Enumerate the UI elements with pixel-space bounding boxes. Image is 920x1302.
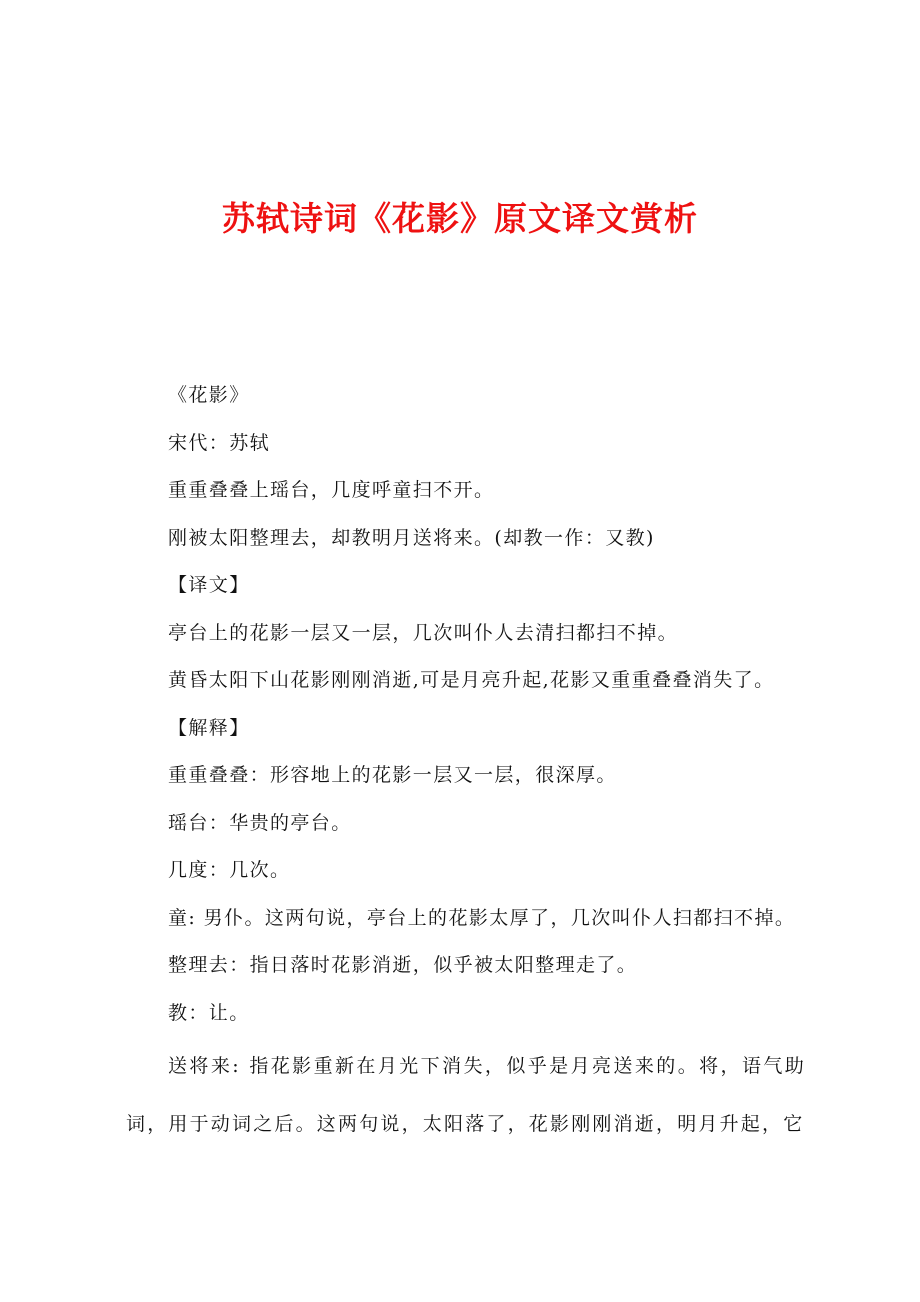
poem-line-2: 刚被太阳整理去，却教明月送将来。(却教一作：又教) [168,526,655,549]
note-jiao: 教：让。 [168,1001,250,1024]
poem-author: 宋代：苏轼 [168,431,271,454]
note-songjianglai: 送将来: 指花影重新在月光下消失，似乎是月亮送来的。将，语气助词，用于动词之后。这两句说，太阳落了，花影刚刚消逝，明月升起，它 [126,1055,806,1135]
translation-heading: 【译文】 [168,574,250,596]
note-chongchongdiedie: 重重叠叠：形容地上的花影一层又一层，很深厚。 [168,764,617,786]
poem-line-1: 重重叠叠上瑶台，几度呼童扫不开。 [168,479,495,501]
document-body [126,372,806,1153]
notes-heading: 【解释】 [168,716,250,739]
note-zhengliqu: 整理去：指日落时花影消逝，似乎被太阳整理走了。 [168,954,638,976]
document-title: 苏轼诗词《花影》原文译文赏析 [222,199,698,238]
poem-title: 《花影》 [168,384,250,406]
note-jidu: 几度：几次。 [168,859,291,881]
translation-line-2: 黄昏太阳下山花影刚刚消逝,可是月亮升起,花影又重重叠叠消失了。 [168,669,775,691]
note-yaotai: 瑶台：华贵的亭台。 [168,811,352,834]
translation-line-1: 亭台上的花影一层又一层，几次叫仆人去清扫都扫不掉。 [168,621,679,644]
note-tong: 童: 男仆。这两句说，亭台上的花影太厚了，几次叫仆人扫都扫不掉。 [168,906,796,929]
